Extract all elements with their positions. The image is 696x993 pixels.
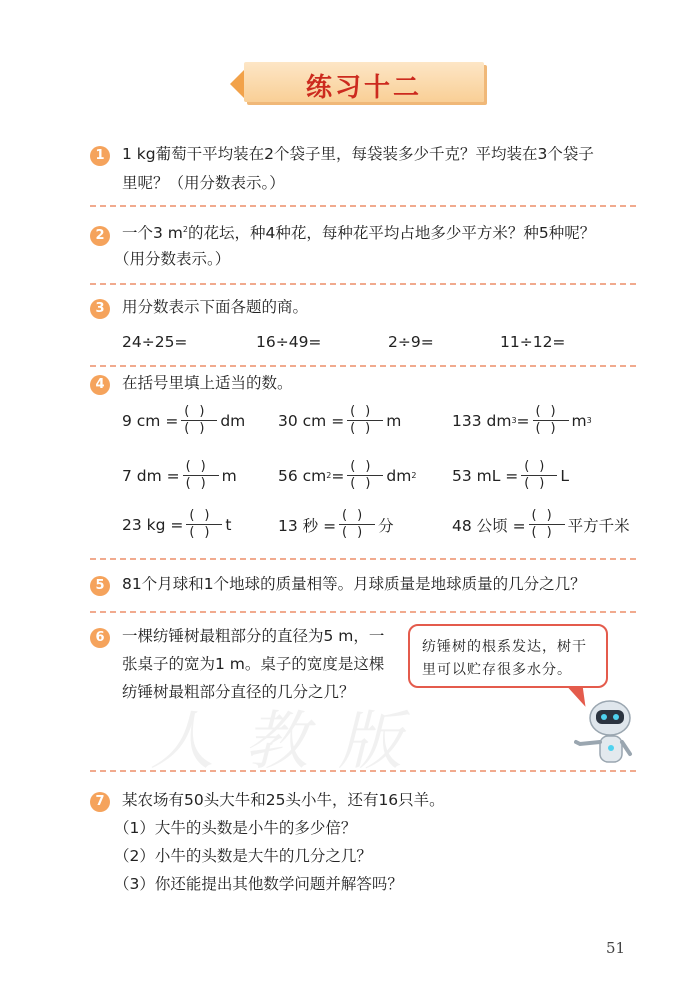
problem-3-number-icon: 3 (90, 299, 110, 319)
problem-7-number-icon: 7 (90, 792, 110, 812)
problem-4-item: 48 公顷 = $\frac{()}{()}$ 平方千米 (452, 508, 630, 540)
problem-3-item: 11÷12= (500, 333, 566, 351)
problem-7-sub-2: （2）小牛的头数是大牛的几分之几？ (114, 847, 372, 865)
problem-4-item: 30 cm = $\frac{()}{()}$ m (278, 404, 402, 436)
divider (90, 558, 636, 560)
fraction-blank: $\frac{()}{()}$ (347, 461, 383, 490)
title-box (244, 62, 484, 102)
bubble-line-1: 纺锤树的根系发达，树干 (422, 639, 587, 655)
problem-6-line-2: 张桌子的宽为1 m。桌子的宽度是这棵 (122, 655, 385, 673)
problem-4-text: 在括号里填上适当的数。 (122, 374, 293, 392)
problem-4-item: 13 秒 = $\frac{()}{()}$ 分 (278, 508, 394, 540)
problem-6-line-1: 一棵纺锤树最粗部分的直径为5 m，一 (122, 627, 385, 645)
problem-2-line-2: （用分数表示。） (114, 250, 231, 268)
page-number: 51 (606, 939, 626, 957)
divider (90, 611, 636, 613)
problem-5-number-icon: 5 (90, 576, 110, 596)
robot-mascot-icon (574, 698, 638, 768)
problem-7-text: 某农场有50头大牛和25头小牛，还有16只羊。 (122, 791, 445, 809)
fraction-blank: $\frac{()}{()}$ (533, 406, 569, 435)
problem-2-line-1: 一个3 $m^2$的花坛，种4种花，每种花平均占地多少平方米？种5种呢？ (122, 224, 596, 242)
fraction-blank: $\frac{()}{()}$ (183, 461, 219, 490)
problem-4-number-icon: 4 (90, 375, 110, 395)
problem-5-text: 81个月球和1个地球的质量相等。月球质量是地球质量的几分之几？ (122, 575, 586, 593)
problem-4-item: 133 dm 3 = $\frac{()}{()}$ m 3 (452, 404, 592, 436)
publisher-watermark: 人教版 (150, 705, 432, 779)
problem-4-item: 9 cm = $\frac{()}{()}$ dm (122, 404, 246, 436)
problem-7-sub-3: （3）你还能提出其他数学问题并解答吗？ (114, 875, 403, 893)
bubble-line-2: 里可以贮存很多水分。 (422, 662, 572, 678)
problem-1-number-icon: 1 (90, 146, 110, 166)
divider (90, 365, 636, 367)
fraction-blank: $\frac{()}{()}$ (181, 406, 217, 435)
divider (90, 770, 636, 772)
title-arrow-icon (230, 70, 244, 98)
page-title: 练习十二 (305, 73, 422, 103)
problem-4-item: 23 kg = $\frac{()}{()}$ t (122, 508, 232, 540)
problem-4-item: 56 cm 2 = $\frac{()}{()}$ dm 2 (278, 459, 417, 491)
problem-4-item: 7 dm = $\frac{()}{()}$ m (122, 459, 237, 491)
problem-3-item: 16÷49= (256, 333, 322, 351)
exercise-title-banner (230, 62, 488, 106)
problem-1-line-1: 1 kg葡萄干平均装在2个袋子里，每袋装多少千克？平均装在3个袋子 (122, 145, 594, 163)
problem-3-text: 用分数表示下面各题的商。 (122, 298, 309, 316)
fraction-blank: $\frac{()}{()}$ (521, 461, 557, 490)
problem-1-line-2: 里呢？（用分数表示。） (122, 174, 285, 192)
problem-2-number-icon: 2 (90, 226, 110, 246)
problem-7-sub-1: （1）大牛的头数是小牛的多少倍？ (114, 819, 357, 837)
problem-6-line-3: 纺锤树最粗部分直径的几分之几？ (122, 683, 355, 701)
problem-4-item: 53 mL = $\frac{()}{()}$ L (452, 459, 569, 491)
problem-3-item: 24÷25= (122, 333, 188, 351)
divider (90, 205, 636, 207)
fraction-blank: $\frac{()}{()}$ (339, 510, 375, 539)
fraction-blank: $\frac{()}{()}$ (347, 406, 383, 435)
problem-3-item: 2÷9= (388, 333, 434, 351)
fraction-blank: $\frac{()}{()}$ (529, 510, 565, 539)
fraction-blank: $\frac{()}{()}$ (186, 510, 222, 539)
problem-6-number-icon: 6 (90, 628, 110, 648)
divider (90, 283, 636, 285)
